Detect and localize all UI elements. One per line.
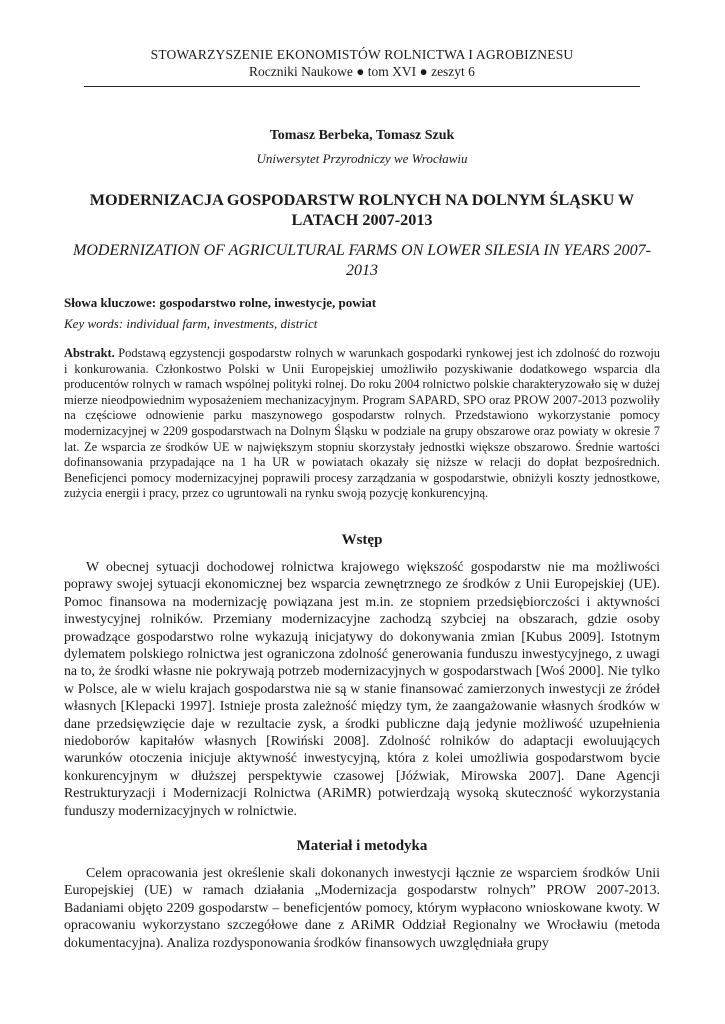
method-paragraph: Celem opracowania jest określenie skali dokonanych inwestycji łącznie ze wsparciem środków Unii Europejskiej (UE) w ramach działania „Modernizacja gospodarstw rolnych” PROW 2007-2013. Badaniami objęto 2209 gospodarstw – beneficjentów pomocy, którym wypłacono wnioskowane kwoty. W opracowaniu wykorzystano szczegółowe dane z ARiMR Oddział Regionalny we Wrocławiu (metoda dokumentacyjna). Analiza rozdysponowania środków finansowych uwzględniała grupy: [64, 865, 661, 950]
abstract-label: Abstrakt.: [64, 346, 115, 360]
keywords-english: Key words: individual farm, investments, district: [64, 316, 318, 331]
section-heading-intro: Wstęp: [341, 532, 383, 548]
title-english: MODERNIZATION OF AGRICULTURAL FARMS ON LOWER SILESIA IN YEARS 2007-2013: [73, 242, 651, 279]
authors: Tomasz Berbeka, Tomasz Szuk: [269, 128, 455, 143]
abstract-text: Podstawą egzystencji gospodarstw rolnych w warunkach gospodarki rynkowej jest ich zdolność do rozwoju i konkurowania. Członkostwo Polski w Unii Europejskiej umożliwiło pozyskiwanie dodatkowego wsparcia dla producentów rolnych w ramach wspólnej polityki rolnej. Do roku 2004 rolnictwo polskie charakteryzowało się w dużej mierze nieodpowiednim wyposażeniem mechanizacyjnym. Program SAPARD, SPO oraz PROW 2007-2013 pozwoliły na częściowe odnowienie parku maszynowego gospodarstw rolnych. Przedstawiono wykorzystanie pomocy modernizacyjnej w 2209 gospodarstwach na Dolnym Śląsku w podziale na grupy obszarowe oraz powiaty w okresie 7 lat. Ze wsparcia ze środków UE w największym stopniu skorzystały jednostki większe obszarowo. Średnie wartości dofinansowania przypadające na 1 ha UR w powiatach okazały się niższe w relacji do dopłat bezpośrednich. Beneficjenci pomocy modernizacyjnej poprawili procesy zarządzania w gospodarstwie, obniżyli koszty jednostkowe, zużycia energii i pracy, przez co ugruntowali na rynku swoją pozycję konkurencyjną.: [64, 346, 660, 501]
intro-paragraph: W obecnej sytuacji dochodowej rolnictwa krajowego większość gospodarstw nie ma możliwości poprawy swojej sytuacji ekonomicznej bez wsparcia zewnętrznego ze środków z Unii Europejskiej (UE). Pomoc finansowa na modernizację powiązana jest m.in. ze stopniem przedsiębiorczości i aktywności inwestycyjnej rolników. Przemiany modernizacyjne zachodzą szybciej na obszarach, gdzie osoby prowadzące gospodarstwo rolne wykazują inicjatywy do dokonywania zmian [Kubus 2009]. Istotnym dylematem polskiego rolnictwa jest ograniczona zdolność generowania funduszu inwestycyjnego, z uwagi na to, że środki własne nie pokrywają potrzeb modernizacyjnych w gospodarstwach [Woś 2000]. Nie tylko w Polsce, ale w wielu krajach gospodarstwa nie są w stanie finansować zamierzonych inwestycji ze źródeł własnych [Klepacki 1997]. Istnieje prosta zależność między tym, że zaangażowanie własnych środków w dane przedsięwzięcie daje w rezultacie zysk, a środki publiczne dają jedynie możliwość uzupełnienia niedoborów kapitałów własnych [Rowiński 2008]. Zdolność rolników do adaptacji ewoluujących warunków otoczenia inicjuje aktywność inwestycyjną, która z kolei umożliwia gospodarstwom bycie konkurencyjnym w dłuższej perspektywie czasowej [Jóźwiak, Mirowska 2007]. Dane Agencji Restrukturyzacji i Modernizacji Rolnictwa (ARiMR) potwierdzają wysoką skuteczność wykorzystania funduszy modernizacyjnych w rolnictwie.: [64, 559, 660, 818]
affiliation: Uniwersytet Przyrodniczy we Wrocławiu: [256, 151, 468, 166]
organization-name: STOWARZYSZENIE EKONOMISTÓW ROLNICTWA I AGROBIZNESU: [150, 47, 574, 62]
header-divider: [84, 86, 640, 87]
journal-header: [84, 46, 640, 80]
section-heading-method: Materiał i metodyka: [296, 838, 428, 854]
title-polish: MODERNIZACJA GOSPODARSTW ROLNYCH NA DOLNYM ŚLĄSKU W LATACH 2007-2013: [89, 191, 635, 229]
abstract: [64, 346, 660, 502]
keywords-polish: Słowa kluczowe: gospodarstwo rolne, inwestycje, powiat: [64, 295, 377, 310]
journal-issue-line: Roczniki Naukowe ● tom XVI ● zeszyt 6: [249, 64, 475, 79]
